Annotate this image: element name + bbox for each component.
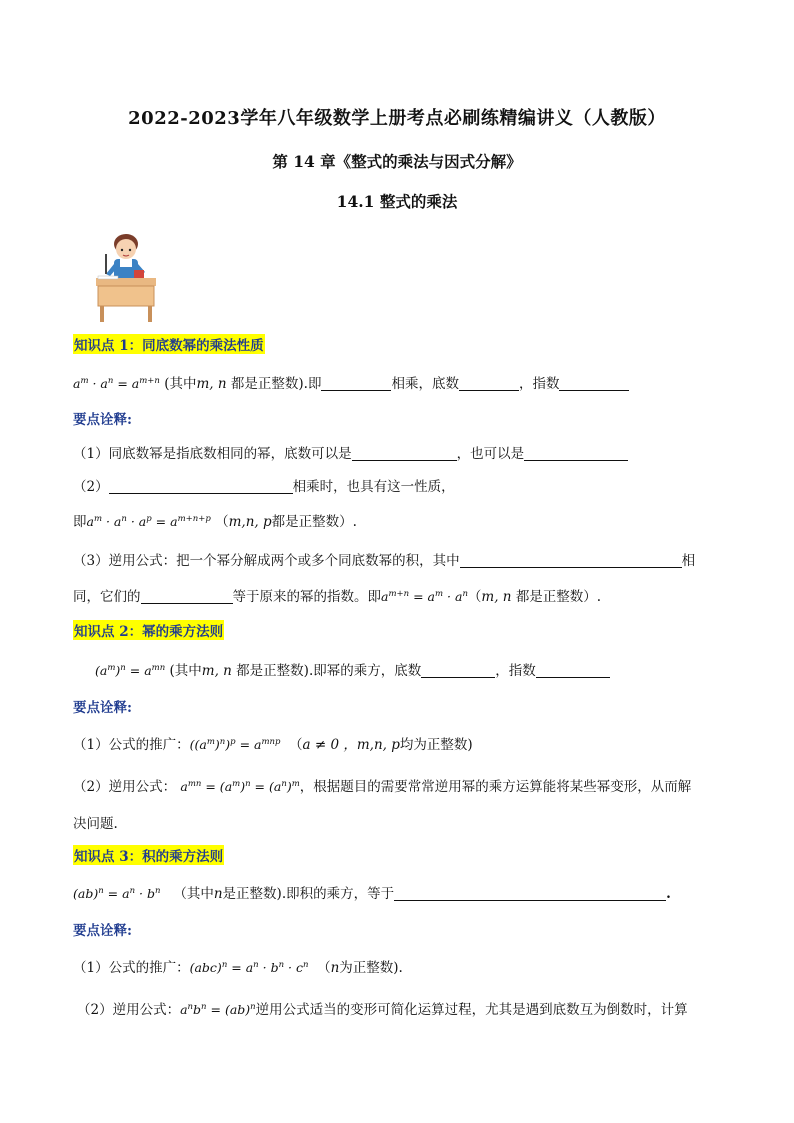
kp2-note1: （1）公式的推广：$((a^m)^n)^p = a^{mnp}$ （a ≠ 0 ，m,n, p均为正整数) xyxy=(73,736,473,753)
kp1-formula-line: $a^m \cdot a^n = a^{m+n}$ (其中m, n 都是正整数).即 相乘，底数 ，指数 xyxy=(73,372,629,392)
blank-4[interactable] xyxy=(352,446,457,461)
blank-9[interactable] xyxy=(421,663,495,678)
kp1-note1: （1）同底数幂是指底数相同的幂，底数可以是 ，也可以是 xyxy=(73,442,628,462)
blank-7[interactable] xyxy=(460,553,682,568)
kp1-notes-label: 要点诠释: xyxy=(73,412,132,428)
kp2-note2-line2: 决问题. xyxy=(73,816,118,832)
kp1-note3-line2: 同，它们的 等于原来的幂的指数。即$a^{m+n} = a^m \cdot a^n(m$, n 都是正整数）. xyxy=(73,588,602,605)
kp3-notes-label: 要点诠释: xyxy=(73,923,132,939)
kp3-formula-line: $(ab)^n = a^n \cdot b^n$ （其中n是正整数).即积的乘方，等于 . xyxy=(73,885,671,902)
chapter-title: 第 14 章《整式的乘法与因式分解》 xyxy=(272,152,522,171)
kp3-heading: 知识点 3：积的乘方法则 xyxy=(73,845,224,865)
blank-5[interactable] xyxy=(524,446,628,461)
section-title: 14.1 整式的乘法 xyxy=(336,192,458,211)
blank-2[interactable] xyxy=(459,376,519,391)
kp1-note2-formula: 即$a^m \cdot a^n \cdot a^p = a^{m+n+p}$ （m,n, p都是正整数）. xyxy=(73,513,357,530)
kp1-note2: （2） 相乘时，也具有这一性质， xyxy=(73,479,455,495)
blank-3[interactable] xyxy=(559,376,629,391)
document-title: 2022-2023学年八年级数学上册考点必刷练精编讲义（人教版） xyxy=(128,108,666,129)
student-at-desk-illustration xyxy=(88,228,160,324)
blank-6[interactable] xyxy=(109,479,293,494)
kp1-heading: 知识点 1：同底数幂的乘法性质 xyxy=(73,334,265,354)
kp2-notes-label: 要点诠释: xyxy=(73,700,132,716)
kp3-note2: （2）逆用公式：$a^nb^n = (ab)^n$逆用公式适当的变形可简化运算过程，尤其是遇到底数互为倒数时，计算 xyxy=(77,1001,688,1018)
blank-1[interactable] xyxy=(321,376,391,391)
kp1-note3: （3）逆用公式：把一个幂分解成两个或多个同底数幂的积，其中 相 xyxy=(73,553,696,569)
kp2-heading: 知识点 2：幂的乘方法则 xyxy=(73,620,224,640)
blank-11[interactable] xyxy=(394,886,666,901)
kp2-note2: （2）逆用公式： $a^{mn} = (a^m)^n = (a^n)^m$，根据题目的需要常常逆用幂的乘方运算能将某些幂变形，从而解 xyxy=(73,778,692,795)
blank-8[interactable] xyxy=(141,589,233,604)
kp3-note1: （1）公式的推广：$(abc)^n = a^n \cdot b^n \cdot c^n$ （n为正整数). xyxy=(73,959,403,976)
blank-10[interactable] xyxy=(536,663,610,678)
kp2-formula-line: $(a^m)^n = a^{mn}$ (其中m, n 都是正整数).即幂的乘方，底数 ，指数 xyxy=(95,659,610,679)
